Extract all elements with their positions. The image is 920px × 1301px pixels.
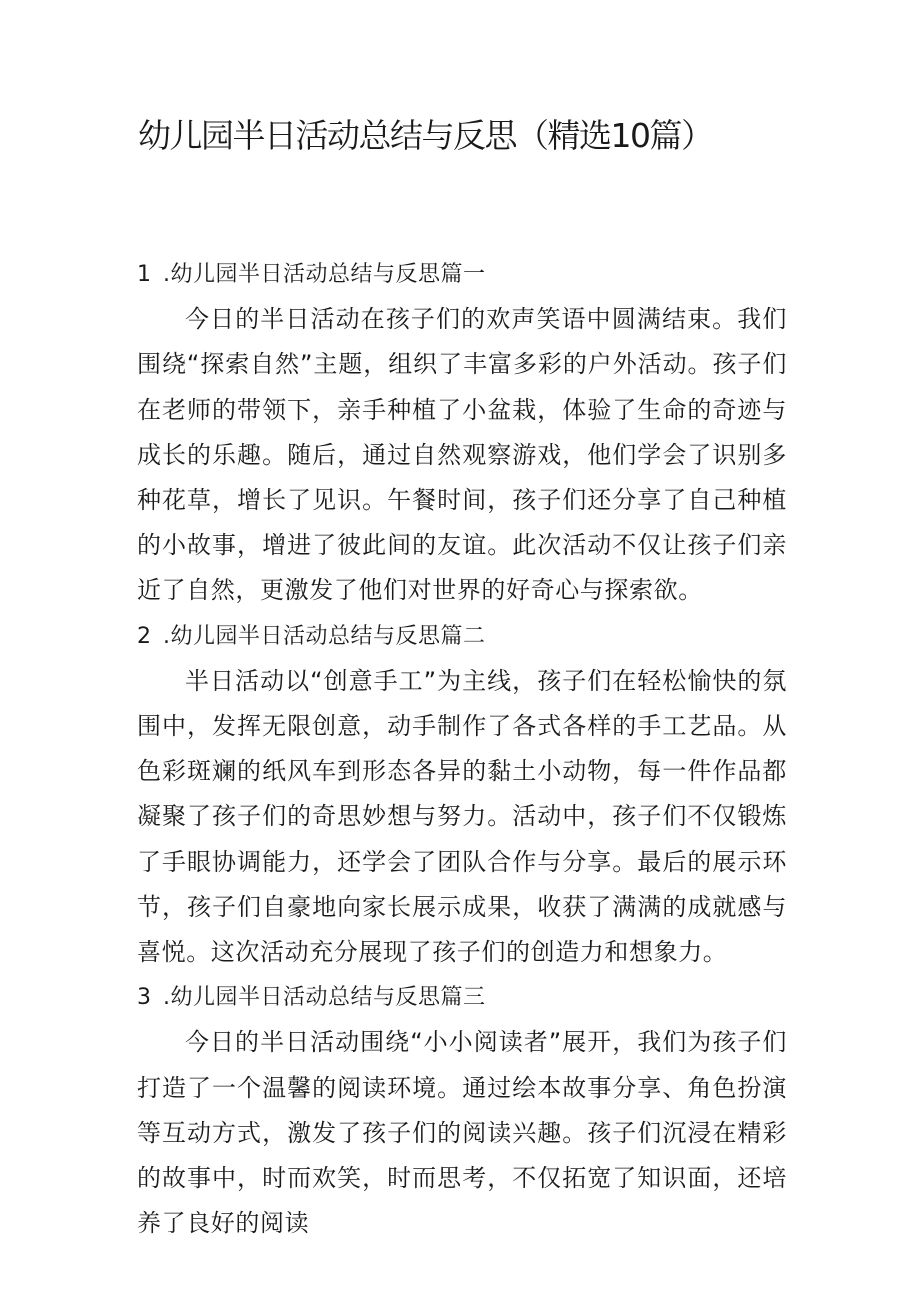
section-heading-text: .幼儿园半日活动总结与反思篇二 bbox=[163, 623, 486, 649]
section-heading-2 bbox=[137, 614, 787, 659]
section-number: 2 bbox=[137, 623, 152, 649]
page-title: 幼儿园半日活动总结与反思（精选10篇） bbox=[138, 116, 713, 155]
section-heading-3 bbox=[137, 975, 787, 1020]
section-heading-1 bbox=[137, 252, 787, 297]
section-heading-text: .幼儿园半日活动总结与反思篇一 bbox=[163, 262, 486, 287]
section-number: 1 bbox=[137, 262, 152, 287]
section-body-1: 今日的半日活动在孩子们的欢声笑语中圆满结束。我们围绕“探索自然”主题，组织了丰富多彩的户外活动。孩子们在老师的带领下，亲手种植了小盆栽，体验了生命的奇迹与成长的乐趣。随后，通过自然观察游戏，他们学会了识别多种花草，增长了见识。午餐时间，孩子们还分享了自己种植的小故事，增进了彼此间的友谊。此次活动不仅让孩子们亲近了自然，更激发了他们对世界的好奇心与探索欲。 bbox=[137, 305, 787, 605]
section-body-2: 半日活动以“创意手工”为主线，孩子们在轻松愉快的氛围中，发挥无限创意，动手制作了各式各样的手工艺品。从色彩斑斓的纸风车到形态各异的黏土小动物，每一件作品都凝聚了孩子们的奇思妙想与努力。活动中，孩子们不仅锻炼了手眼协调能力，还学会了团队合作与分享。最后的展示环节，孩子们自豪地向家长展示成果，收获了满满的成就感与喜悦。这次活动充分展现了孩子们的创造力和想象力。 bbox=[137, 666, 787, 967]
document-content bbox=[137, 252, 787, 1246]
section-body-3: 今日的半日活动围绕“小小阅读者”展开，我们为孩子们打造了一个温馨的阅读环境。通过绘本故事分享、角色扮演等互动方式，激发了孩子们的阅读兴趣。孩子们沉浸在精彩的故事中，时而欢笑，时而思考，不仅拓宽了知识面，还培养了良好的阅读 bbox=[137, 1028, 787, 1238]
section-number: 3 bbox=[137, 985, 152, 1011]
section-heading-text: .幼儿园半日活动总结与反思篇三 bbox=[163, 985, 486, 1011]
